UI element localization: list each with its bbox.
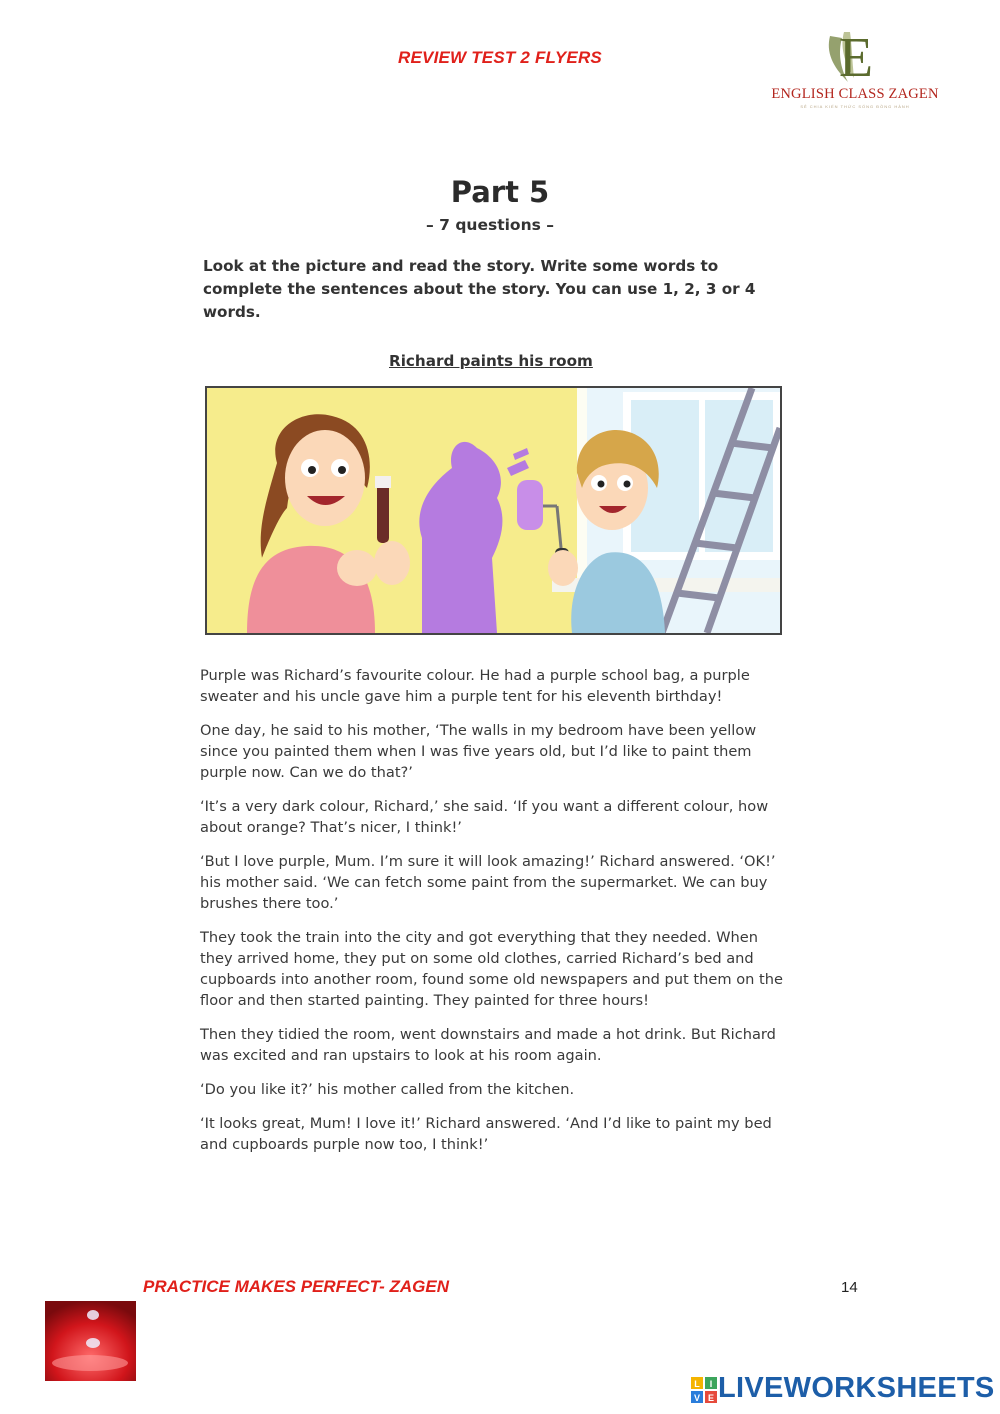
story-paragraph: They took the train into the city and got everything that they needed. When they arrived home, they put on some old clothes, carried Richard’s bed and cupboards into another room, found some old newspapers and put them on the floor and then started painting. They painted for three hours! [200, 929, 783, 1009]
story-paragraph: ‘It looks great, Mum! I love it!’ Richard answered. ‘And I’d like to paint my bed and cupboards purple now too, I think!’ [200, 1115, 772, 1153]
liveworksheets-badge-icon [690, 1376, 718, 1404]
story-illustration [205, 386, 782, 635]
story-paragraph: One day, he said to his mother, ‘The walls in my bedroom have been yellow since you painted them when I was five years old, but I’d like to paint them purple now. Can we do that?’ [200, 722, 757, 781]
header-title: REVIEW TEST 2 FLYERS [398, 48, 602, 67]
logo-text: ENGLISH CLASS ZAGEN [771, 86, 939, 102]
story-paragraph: ‘But I love purple, Mum. I’m sure it will look amazing!’ Richard answered. ‘OK!’ his mother said. ‘We can fetch some paint from the supermarket. We can buy brushes there too.’ [200, 853, 776, 912]
story-title: Richard paints his room [389, 352, 593, 370]
story-paragraph: ‘Do you like it?’ his mother called from the kitchen. [200, 1081, 575, 1098]
logo-emblem-icon [770, 22, 940, 86]
footer-motto: PRACTICE MAKES PERFECT- ZAGEN [143, 1277, 450, 1296]
badge-letter: E [707, 1393, 715, 1403]
badge-letter: V [693, 1393, 701, 1403]
question-count: – 7 questions – [426, 216, 554, 234]
liveworksheets-logo[interactable]: LIVEWORKSHEETS [718, 1372, 995, 1404]
instructions: Look at the picture and read the story. Write some words to complete the sentences about the story. You can use 1, 2, 3 or 4 words. [203, 257, 756, 321]
story-paragraph: Purple was Richard’s favourite colour. He had a purple school bag, a purple sweater and his uncle gave him a purple tent for his eleventh birthday! [200, 667, 750, 705]
badge-letter: L [694, 1379, 700, 1389]
logo [770, 22, 940, 112]
logo-subtext: SẺ CHIA KIẾN THỨC SỐNG ĐỒNG HÀNH [800, 104, 910, 109]
part-title: Part 5 [450, 175, 550, 209]
water-drop-icon [45, 1301, 136, 1381]
story-body [200, 665, 785, 1168]
story-paragraph: ‘It’s a very dark colour, Richard,’ she said. ‘If you want a different colour, how about orange? That’s nicer, I think!’ [200, 798, 769, 836]
logo-letter: E [838, 27, 874, 86]
page-number: 14 [841, 1279, 858, 1296]
story-paragraph: Then they tidied the room, went downstairs and made a hot drink. But Richard was excited and ran upstairs to look at his room again. [200, 1026, 776, 1064]
badge-letter: I [709, 1379, 713, 1389]
